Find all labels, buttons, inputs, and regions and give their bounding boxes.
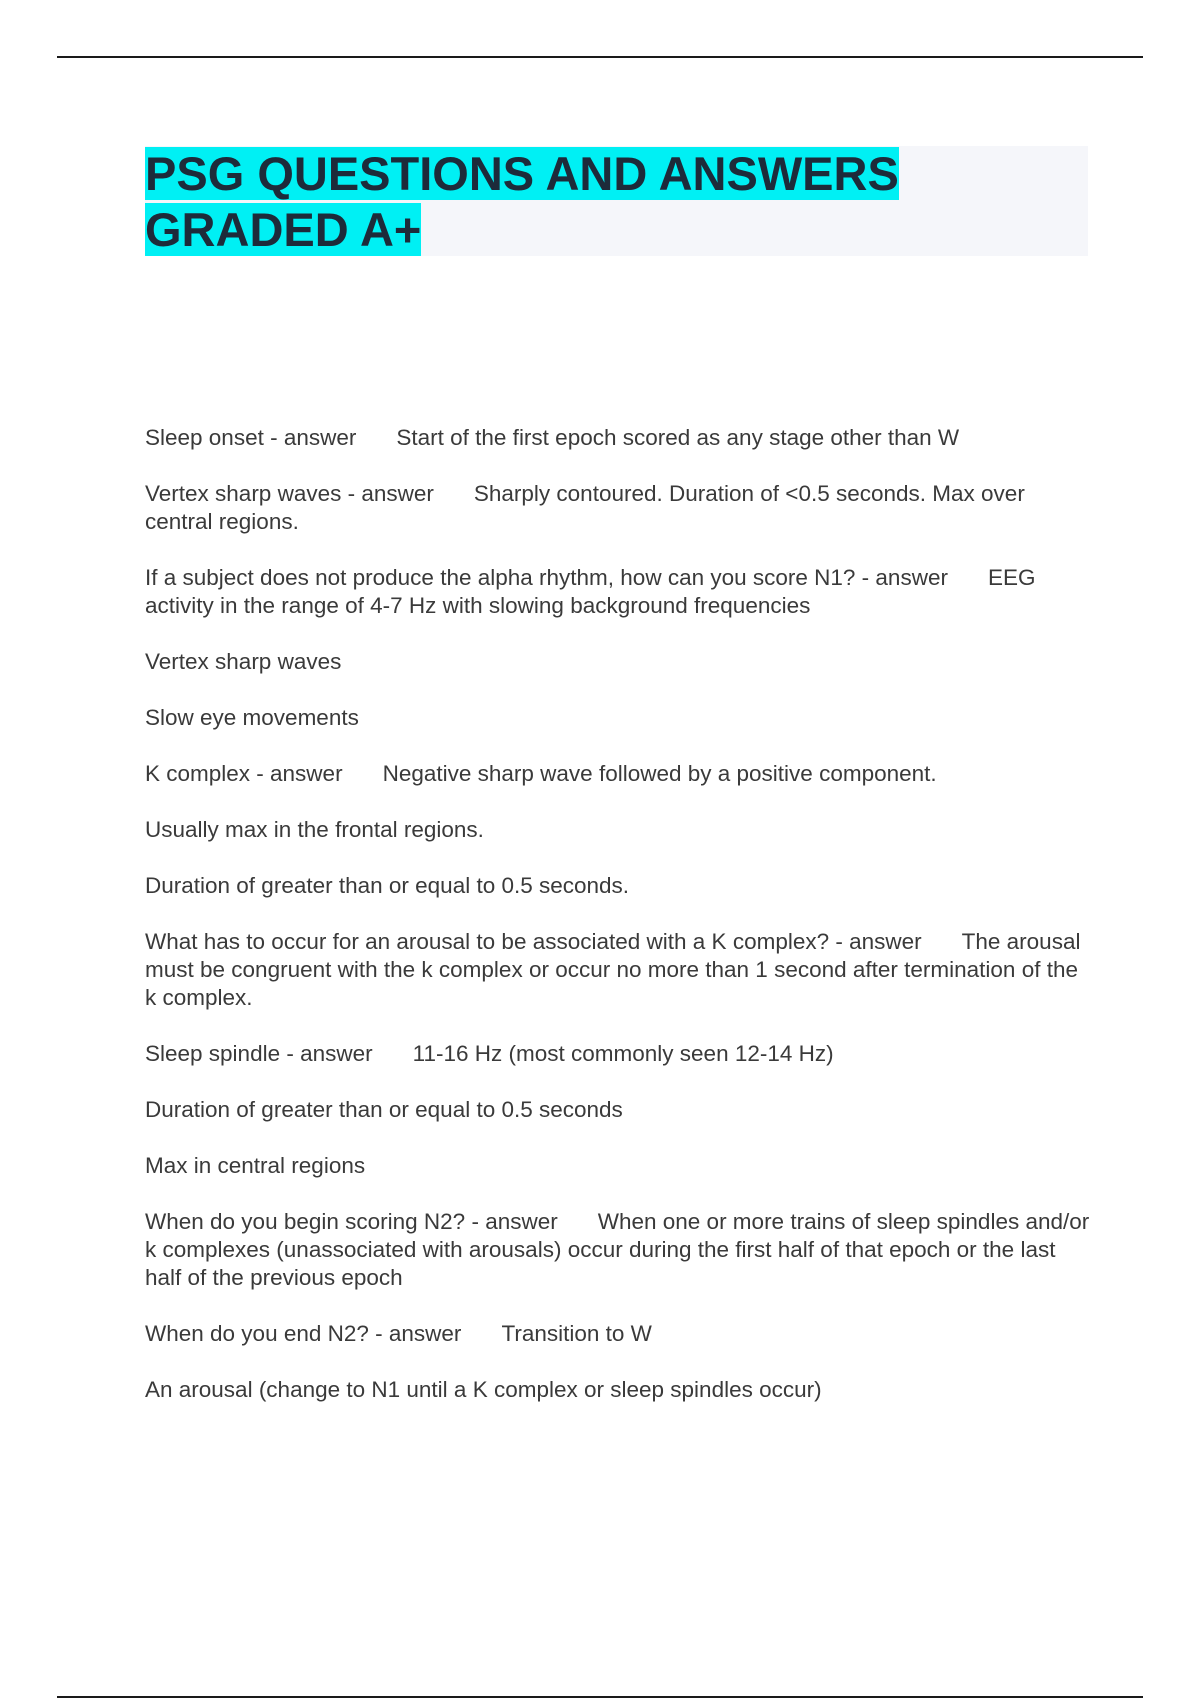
answer: Transition to W [501,1321,652,1346]
question: When do you end N2? - answer [145,1321,462,1346]
answer: Duration of greater than or equal to 0.5 seconds. [145,873,630,898]
qa-entry [145,1096,1095,1124]
bottom-rule [57,1696,1143,1698]
answer: Vertex sharp waves [145,649,342,674]
top-rule [57,56,1143,58]
answer: Usually max in the frontal regions. [145,817,484,842]
qa-entry [145,816,1095,844]
qa-entry [145,648,1095,676]
qa-entry [145,760,1095,788]
document-title [145,146,945,258]
qa-list [145,424,1095,1432]
answer: Negative sharp wave followed by a positive component. [382,761,937,786]
question: What has to occur for an arousal to be associated with a K complex? - answer [145,929,922,954]
question: Vertex sharp waves - answer [145,481,434,506]
qa-entry [145,872,1095,900]
answer: When one or more trains of sleep spindles and/or k complexes (unassociated with arousals) occur during the first half of that epoch or the last half of the previous epoch [145,1209,1090,1290]
answer: 11-16 Hz (most commonly seen 12-14 Hz) [412,1041,834,1066]
qa-entry [145,1152,1095,1180]
answer: An arousal (change to N1 until a K complex or sleep spindles occur) [145,1377,822,1402]
qa-entry [145,1040,1095,1068]
document-title-text: PSG QUESTIONS AND ANSWERS GRADED A+ [145,147,899,256]
question: Sleep onset - answer [145,425,357,450]
question: If a subject does not produce the alpha rhythm, how can you score N1? - answer [145,565,948,590]
qa-entry [145,1376,1095,1404]
title-block [145,146,1088,256]
question: Sleep spindle - answer [145,1041,373,1066]
qa-entry [145,1320,1095,1348]
answer: Slow eye movements [145,705,359,730]
answer: Max in central regions [145,1153,366,1178]
answer: The arousal must be congruent with the k complex or occur no more than 1 second after termination of the k complex. [145,929,1081,1010]
qa-entry [145,564,1095,620]
qa-entry [145,928,1095,1012]
answer: Start of the first epoch scored as any stage other than W [396,425,960,450]
answer: EEG activity in the range of 4-7 Hz with slowing background frequencies [145,565,1036,618]
qa-entry [145,424,1095,452]
question: K complex - answer [145,761,343,786]
qa-entry [145,704,1095,732]
answer: Duration of greater than or equal to 0.5 seconds [145,1097,623,1122]
qa-entry [145,1208,1095,1292]
answer: Sharply contoured. Duration of <0.5 seconds. Max over central regions. [145,481,1025,534]
qa-entry [145,480,1095,536]
question: When do you begin scoring N2? - answer [145,1209,558,1234]
